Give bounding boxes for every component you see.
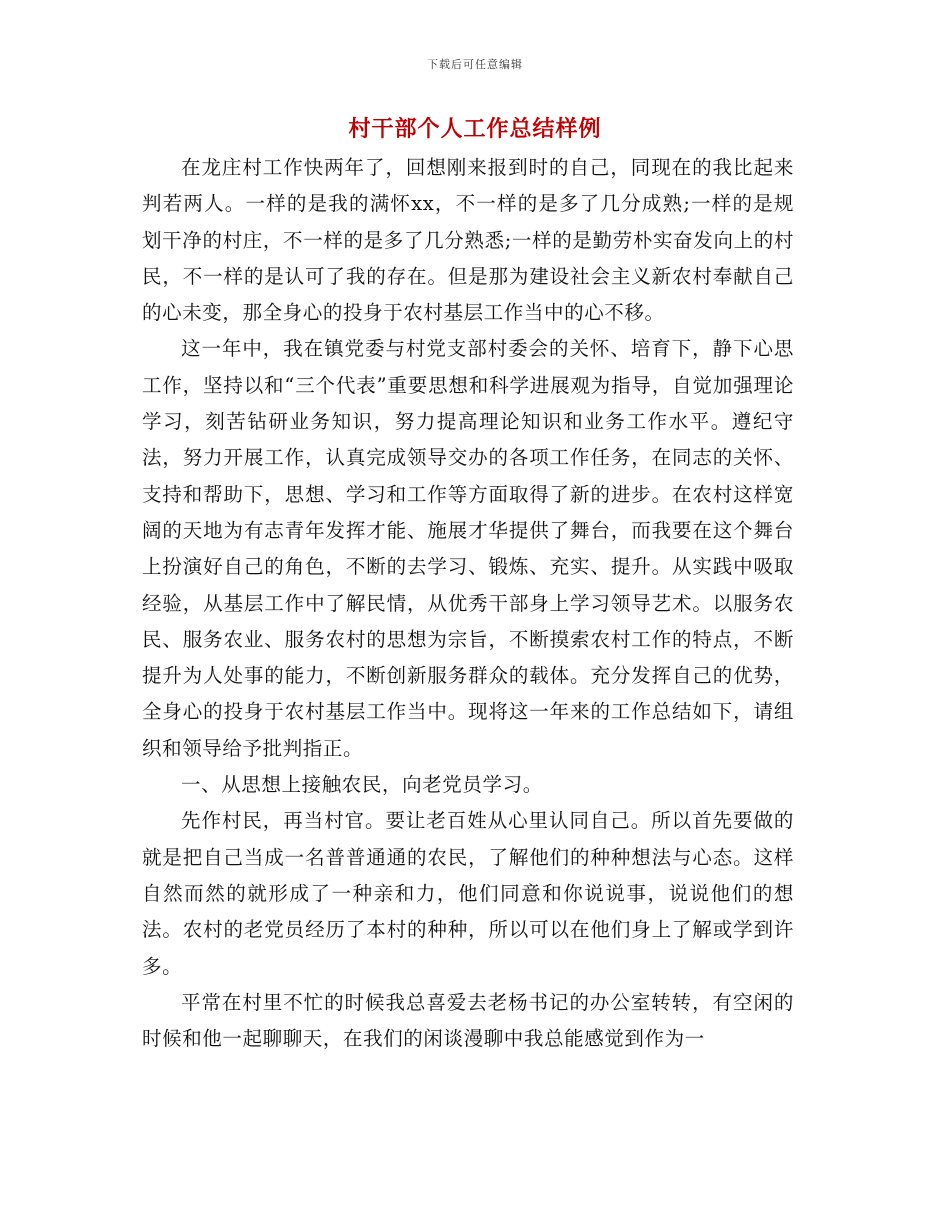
paragraph-section-1: 先作村民，再当村官。要让老百姓从心里认同自己。所以首先要做的就是把自己当成一名普普通通的农民，了解他们的种种想法与心态。这样自然而然的就形成了一种亲和力，他们同意和你说说事，说说他们的想法。农村的老党员经历了本村的种种，所以可以在他们身上了解或学到许多。 (142, 809, 794, 978)
document-title: 村干部个人工作总结样例 (348, 116, 602, 142)
section-heading-1: 一、从思想上接触农民，向老党员学习。 (181, 773, 543, 797)
header-note: 下载后可任意编辑 (427, 58, 523, 71)
paragraph-intro: 在龙庄村工作快两年了，回想刚来报到时的自己，同现在的我比起来判若两人。一样的是我的满怀xx，不一样的是多了几分成熟;一样的是规划干净的村庄，不一样的是多了几分熟悉;一样的是勤劳朴实奋发向上的村民，不一样的是认可了我的存在。但是那为建设社会主义新农村奉献自己的心未变，那全身心的投身于农村基层工作当中的心不移。 (142, 156, 794, 325)
paragraph-overview: 这一年中，我在镇党委与村党支部村委会的关怀、培育下，静下心思工作，坚持以和“三个代表”重要思想和科学进展观为指导，自觉加强理论学习，刻苦钻研业务知识，努力提高理论知识和业务工作水平。遵纪守法，努力开展工作，认真完成领导交办的各项工作任务，在同志的关怀、支持和帮助下，思想、学习和工作等方面取得了新的进步。在农村这样宽阔的天地为有志青年发挥才能、施展才华提供了舞台，而我要在这个舞台上扮演好自己的角色，不断的去学习、锻炼、充实、提升。从实践中吸取经验，从基层工作中了解民情，从优秀干部身上学习领导艺术。以服务农民、服务农业、服务农村的思想为宗旨，不断摸索农村工作的特点，不断提升为人处事的能力，不断创新服务群众的载体。充分发挥自己的优势，全身心的投身于农村基层工作当中。现将这一年来的工作总结如下，请组织和领导给予批判指正。 (142, 337, 794, 760)
paragraph-section-1-continued: 平常在村里不忙的时候我总喜爱去老杨书记的办公室转转，有空闲的时候和他一起聊聊天，在我们的闲谈漫聊中我总能感觉到作为一 (142, 990, 794, 1051)
document-body (142, 150, 794, 1057)
